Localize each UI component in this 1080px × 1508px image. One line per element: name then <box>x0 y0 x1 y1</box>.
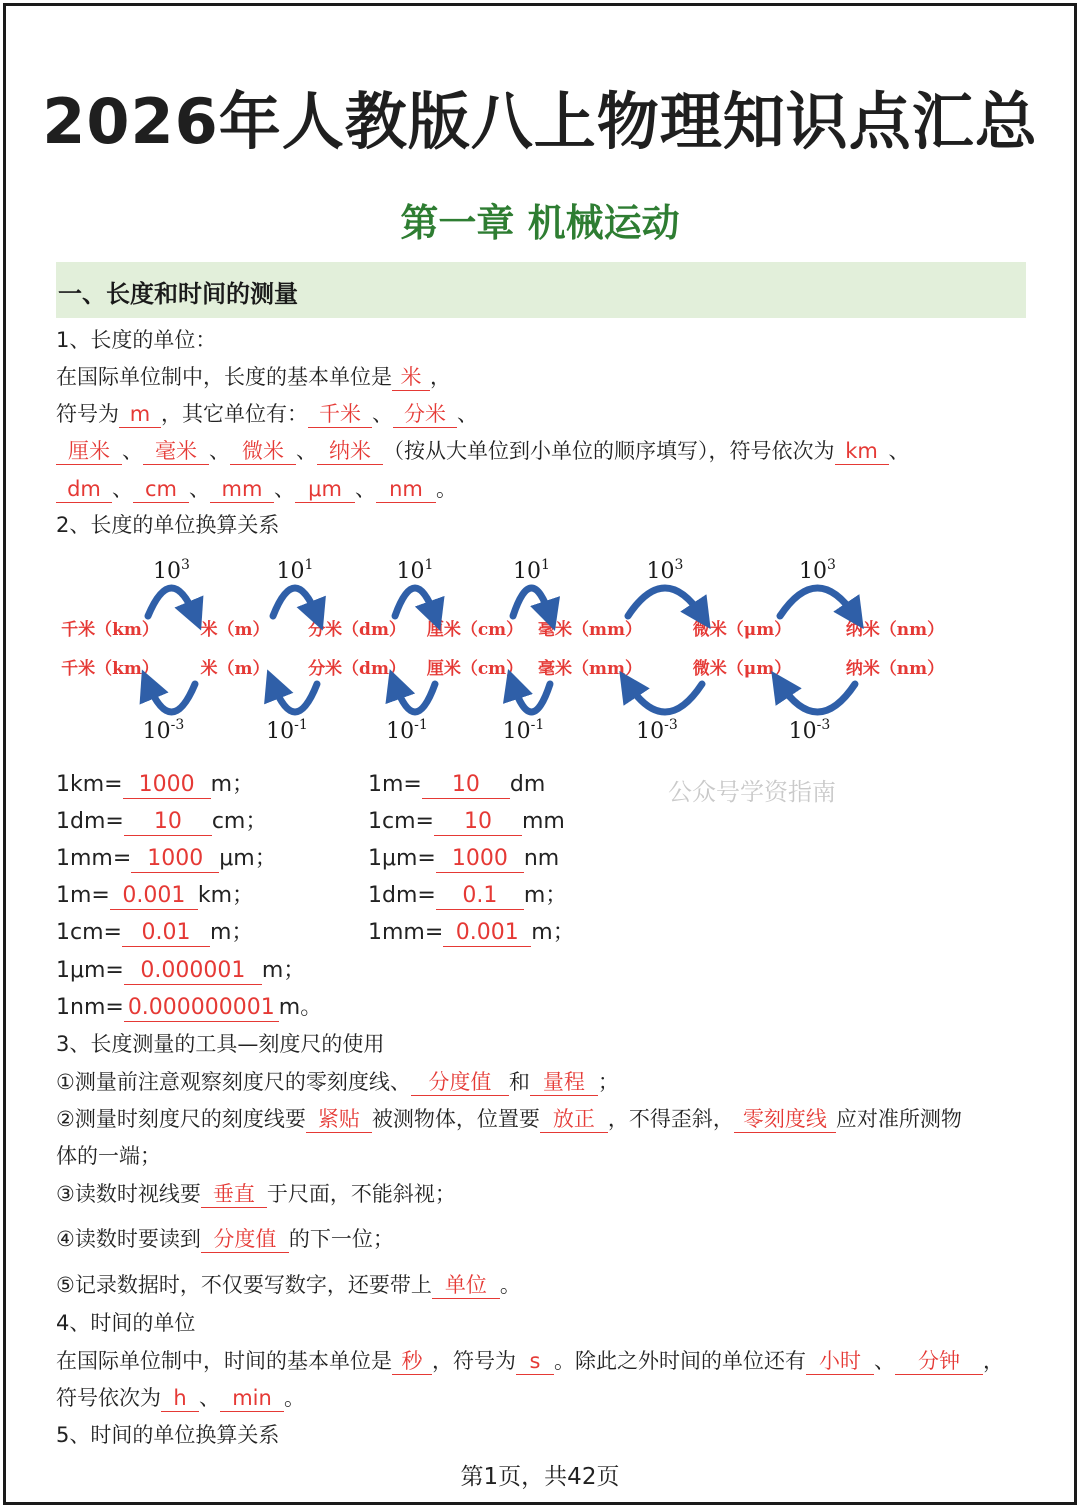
answer-blank: 小时 <box>806 1348 874 1375</box>
answer-blank: h <box>161 1385 199 1412</box>
answer-blank: dm <box>56 476 112 503</box>
arrow-left-icon <box>148 684 195 712</box>
unit-label: 米（m） <box>200 659 270 679</box>
power-label-up: $10^1$ <box>513 557 550 584</box>
unit-label: 微米（μm） <box>692 659 792 679</box>
ruler-item-1: ①测量前注意观察刻度尺的零刻度线、 分度值 和 量程 ； <box>56 1070 619 1094</box>
time-conversion-heading: 5、时间的单位换算关系 <box>56 1423 280 1447</box>
arrow-right-icon <box>628 588 702 616</box>
length-unit-line-2: 符号为 m ，其它单位有： 千米 、 分米 、 <box>56 402 478 426</box>
arrow-left-icon <box>628 684 702 712</box>
answer-blank: 0.001 <box>443 920 531 947</box>
unit-label: 米（m） <box>200 620 270 640</box>
ruler-item-4: ④读数时要读到 分度值 的下一位； <box>56 1227 394 1251</box>
answer-blank: mm <box>210 476 274 503</box>
answer-blank: nm <box>376 476 436 503</box>
answer-blank: 单位 <box>432 1272 500 1299</box>
watermark: 公众号学资指南 <box>668 778 836 806</box>
unit-label: 分米（dm） <box>308 659 406 679</box>
conversion-item: 1cm= 0.01 m； <box>56 920 254 945</box>
answer-blank: 0.01 <box>122 920 210 947</box>
answer-blank: 放正 <box>540 1106 608 1133</box>
ruler-item-5: ⑤记录数据时，不仅要写数字，还要带上 单位 。 <box>56 1273 521 1297</box>
answer-blank: 量程 <box>530 1069 598 1096</box>
arrow-right-icon <box>513 588 550 616</box>
arrow-right-icon <box>148 588 195 616</box>
answer-blank: 分米 <box>393 401 457 428</box>
answer-blank: 厘米 <box>56 438 122 465</box>
answer-blank: 1000 <box>436 846 524 873</box>
answer-blank: 1000 <box>131 846 219 873</box>
answer-blank: 0.000001 <box>124 958 262 985</box>
answer-blank: 紧贴 <box>306 1106 372 1133</box>
answer-blank: μm <box>295 476 355 503</box>
unit-conversion-diagram <box>0 540 1080 750</box>
conversion-item: 1μm= 0.000001 m； <box>56 958 306 983</box>
answer-blank: 1000 <box>123 772 211 799</box>
power-label-down: $10^{-1}$ <box>386 717 428 744</box>
conversion-item: 1mm= 1000 μm； <box>56 846 277 871</box>
answer-blank: 分度值 <box>411 1069 509 1096</box>
unit-label: 纳米（nm） <box>845 620 945 640</box>
power-label-down: $10^{-1}$ <box>502 717 545 744</box>
unit-label: 分米（dm） <box>308 620 406 640</box>
answer-blank: 0.1 <box>436 883 524 910</box>
ruler-item-3: ③读数时视线要 垂直 于尺面，不能斜视； <box>56 1182 456 1206</box>
answer-blank: 分钟 <box>895 1348 983 1375</box>
answer-blank: 分度值 <box>201 1226 289 1253</box>
length-unit-line-1: 在国际单位制中，长度的基本单位是 米 ， <box>56 365 451 389</box>
answer-blank: 纳米 <box>317 438 383 465</box>
power-label-down: $10^{-3}$ <box>788 717 831 744</box>
answer-blank: 10 <box>434 809 522 836</box>
unit-label: 毫米（mm） <box>538 659 642 679</box>
arrow-right-icon <box>395 588 435 616</box>
conversion-item: 1dm= 10 cm； <box>56 809 268 834</box>
chapter-title: 第一章 机械运动 <box>400 201 680 245</box>
length-units-heading: 1、长度的单位： <box>56 328 217 352</box>
arrow-left-icon <box>513 684 550 712</box>
page-footer: 第1页，共42页 <box>460 1464 620 1490</box>
conversion-item: 1dm= 0.1 m； <box>368 883 568 908</box>
time-unit-line-1: 在国际单位制中，时间的基本单位是 秒 ，符号为 s 。除此之外时间的单位还有 小时 、 分钟 ， <box>56 1349 1004 1373</box>
ruler-item-2-cont: 体的一端； <box>56 1144 161 1168</box>
unit-label: 千米（km） <box>61 659 159 679</box>
conversion-item: 1μm= 1000 nm <box>368 846 560 871</box>
conversion-item: 1mm= 0.001 m； <box>368 920 575 945</box>
conversion-heading: 2、长度的单位换算关系 <box>56 513 280 537</box>
time-unit-line-2: 符号依次为 h 、 min 。 <box>56 1386 305 1410</box>
power-label-up: $10^1$ <box>276 557 314 584</box>
ruler-usage-heading: 3、长度测量的工具—刻度尺的使用 <box>56 1032 385 1056</box>
answer-blank: s <box>516 1348 554 1375</box>
answer-blank: 0.000000001 <box>124 995 279 1022</box>
answer-blank: 微米 <box>230 438 296 465</box>
section-title: 一、长度和时间的测量 <box>58 280 298 308</box>
answer-blank: 10 <box>422 772 510 799</box>
unit-label: 厘米（cm） <box>426 620 524 640</box>
arrow-left-icon <box>395 684 435 712</box>
power-label-up: $10^1$ <box>396 557 434 584</box>
power-label-down: $10^{-1}$ <box>266 717 308 744</box>
unit-label: 微米（μm） <box>692 620 792 640</box>
answer-blank: km <box>835 438 889 465</box>
conversion-item: 1m= 10 dm <box>368 772 546 797</box>
power-label-up: $10^3$ <box>646 557 684 584</box>
power-label-up: $10^3$ <box>153 557 190 584</box>
answer-blank: cm <box>133 476 189 503</box>
answer-blank: 零刻度线 <box>734 1106 836 1133</box>
answer-blank: 秒 <box>392 1348 432 1375</box>
answer-blank: 垂直 <box>201 1181 267 1208</box>
unit-label: 厘米（cm） <box>426 659 524 679</box>
arrow-left-icon <box>273 684 317 712</box>
arrow-left-icon <box>780 684 855 712</box>
conversion-item: 1m= 0.001 km； <box>56 883 255 908</box>
unit-label: 毫米（mm） <box>538 620 642 640</box>
conversion-item: 1nm= 0.000000001 m。 <box>56 995 323 1020</box>
answer-blank: 10 <box>124 809 212 836</box>
ruler-item-2: ②测量时刻度尺的刻度线要 紧贴 被测物体，位置要 放正 ，不得歪斜， 零刻度线 应对准所测物 <box>56 1107 962 1131</box>
answer-blank: m <box>119 401 161 428</box>
answer-blank: 千米 <box>308 401 372 428</box>
conversion-item: 1km= 1000 m； <box>56 772 255 797</box>
power-label-down: $10^{-3}$ <box>636 717 678 744</box>
power-label-down: $10^{-3}$ <box>142 717 185 744</box>
length-unit-line-3: 厘米 、 毫米 、 微米 、 纳米 （按从大单位到小单位的顺序填写），符号依次为 km 、 <box>56 437 910 465</box>
answer-blank: 毫米 <box>143 438 209 465</box>
unit-label: 纳米（nm） <box>845 659 945 679</box>
power-label-up: $10^3$ <box>799 557 836 584</box>
arrow-right-icon <box>780 588 855 616</box>
length-unit-line-4: dm 、 cm 、 mm 、 μm 、 nm 。 <box>56 475 457 503</box>
answer-blank: min <box>220 1385 284 1412</box>
conversion-item: 1cm= 10 mm <box>368 809 565 834</box>
answer-blank: 0.001 <box>110 883 198 910</box>
arrow-right-icon <box>273 588 317 616</box>
time-units-heading: 4、时间的单位 <box>56 1311 196 1335</box>
unit-label: 千米（km） <box>61 620 159 640</box>
answer-blank: 米 <box>392 364 430 391</box>
document-title: 2026年人教版八上物理知识点汇总 <box>42 85 1038 158</box>
